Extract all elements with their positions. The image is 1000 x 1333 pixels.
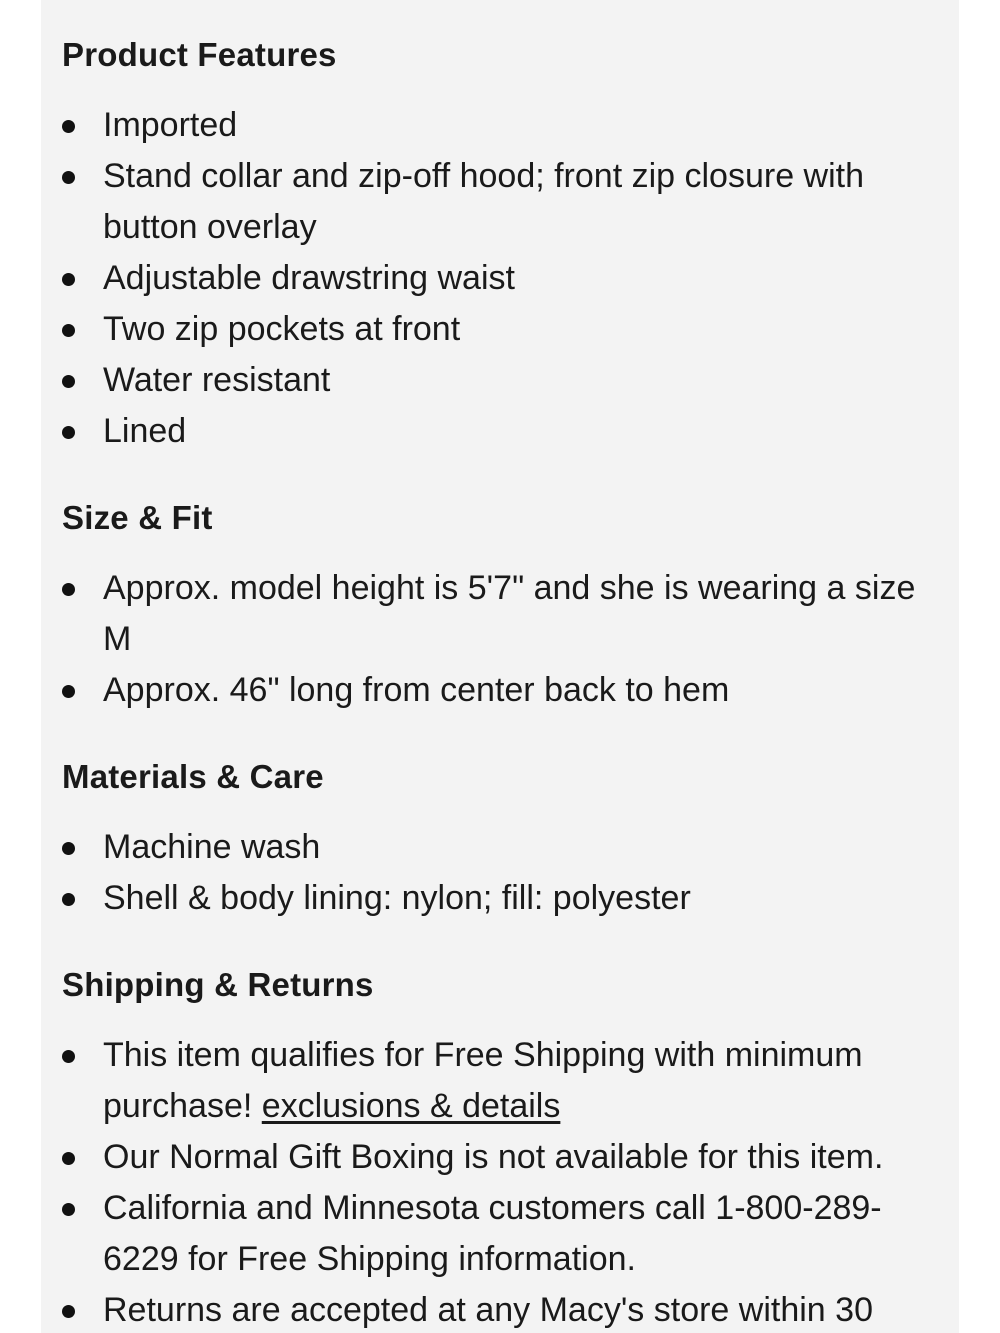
list-item-text: California and Minnesota customers call 1-800-289-6229 for Free Shipping information. xyxy=(103,1189,882,1278)
size-fit-list xyxy=(62,563,959,716)
list-item-text: Water resistant xyxy=(103,361,331,399)
list-item xyxy=(62,1183,948,1285)
bullet-icon xyxy=(62,1152,75,1165)
list-item-text: This item qualifies for Free Shipping with minimum purchase! xyxy=(103,1036,863,1125)
product-features-list xyxy=(62,100,959,457)
list-item xyxy=(62,406,948,457)
list-item-text: Stand collar and zip-off hood; front zip closure with button overlay xyxy=(103,157,865,246)
list-item xyxy=(62,304,948,355)
list-item-text: Approx. 46" long from center back to hem xyxy=(103,671,730,709)
bullet-icon xyxy=(62,1203,75,1216)
shipping-returns-list xyxy=(62,1030,959,1333)
exclusions-details-link[interactable]: exclusions & details xyxy=(261,1087,561,1125)
materials-care-heading: Materials & Care xyxy=(62,758,324,795)
list-item-text: Approx. model height is 5'7" and she is wearing a size M xyxy=(103,569,916,658)
bullet-icon xyxy=(62,1305,75,1318)
list-item xyxy=(62,563,948,665)
materials-care-list xyxy=(62,822,959,924)
list-item xyxy=(62,253,948,304)
list-item-text: Shell & body lining: nylon; fill: polyester xyxy=(103,879,691,917)
list-item xyxy=(62,1132,948,1183)
list-item xyxy=(62,1285,948,1333)
product-details-panel xyxy=(41,0,959,1333)
list-item xyxy=(62,100,948,151)
product-features-heading: Product Features xyxy=(62,36,337,73)
bullet-icon xyxy=(62,171,75,184)
size-fit-heading: Size & Fit xyxy=(62,499,213,536)
list-item xyxy=(62,822,948,873)
list-item-text: Two zip pockets at front xyxy=(103,310,461,348)
shipping-returns-heading: Shipping & Returns xyxy=(62,966,374,1003)
bullet-icon xyxy=(62,273,75,286)
bullet-icon xyxy=(62,375,75,388)
list-item xyxy=(62,1030,948,1132)
bullet-icon xyxy=(62,893,75,906)
bullet-icon xyxy=(62,426,75,439)
list-item-text: Returns are accepted at any Macy's store within 30 xyxy=(103,1291,873,1329)
list-item xyxy=(62,151,948,253)
bullet-icon xyxy=(62,583,75,596)
list-item-text: Machine wash xyxy=(103,828,321,866)
bullet-icon xyxy=(62,685,75,698)
bullet-icon xyxy=(62,324,75,337)
list-item xyxy=(62,355,948,406)
list-item-text: Imported xyxy=(103,106,238,144)
bullet-icon xyxy=(62,120,75,133)
list-item xyxy=(62,665,948,716)
list-item-text: Lined xyxy=(103,412,187,450)
bullet-icon xyxy=(62,842,75,855)
bullet-icon xyxy=(62,1050,75,1063)
product-details-content xyxy=(41,0,959,1333)
list-item-text: Adjustable drawstring waist xyxy=(103,259,515,297)
list-item xyxy=(62,873,948,924)
list-item-text: Our Normal Gift Boxing is not available for this item. xyxy=(103,1138,884,1176)
